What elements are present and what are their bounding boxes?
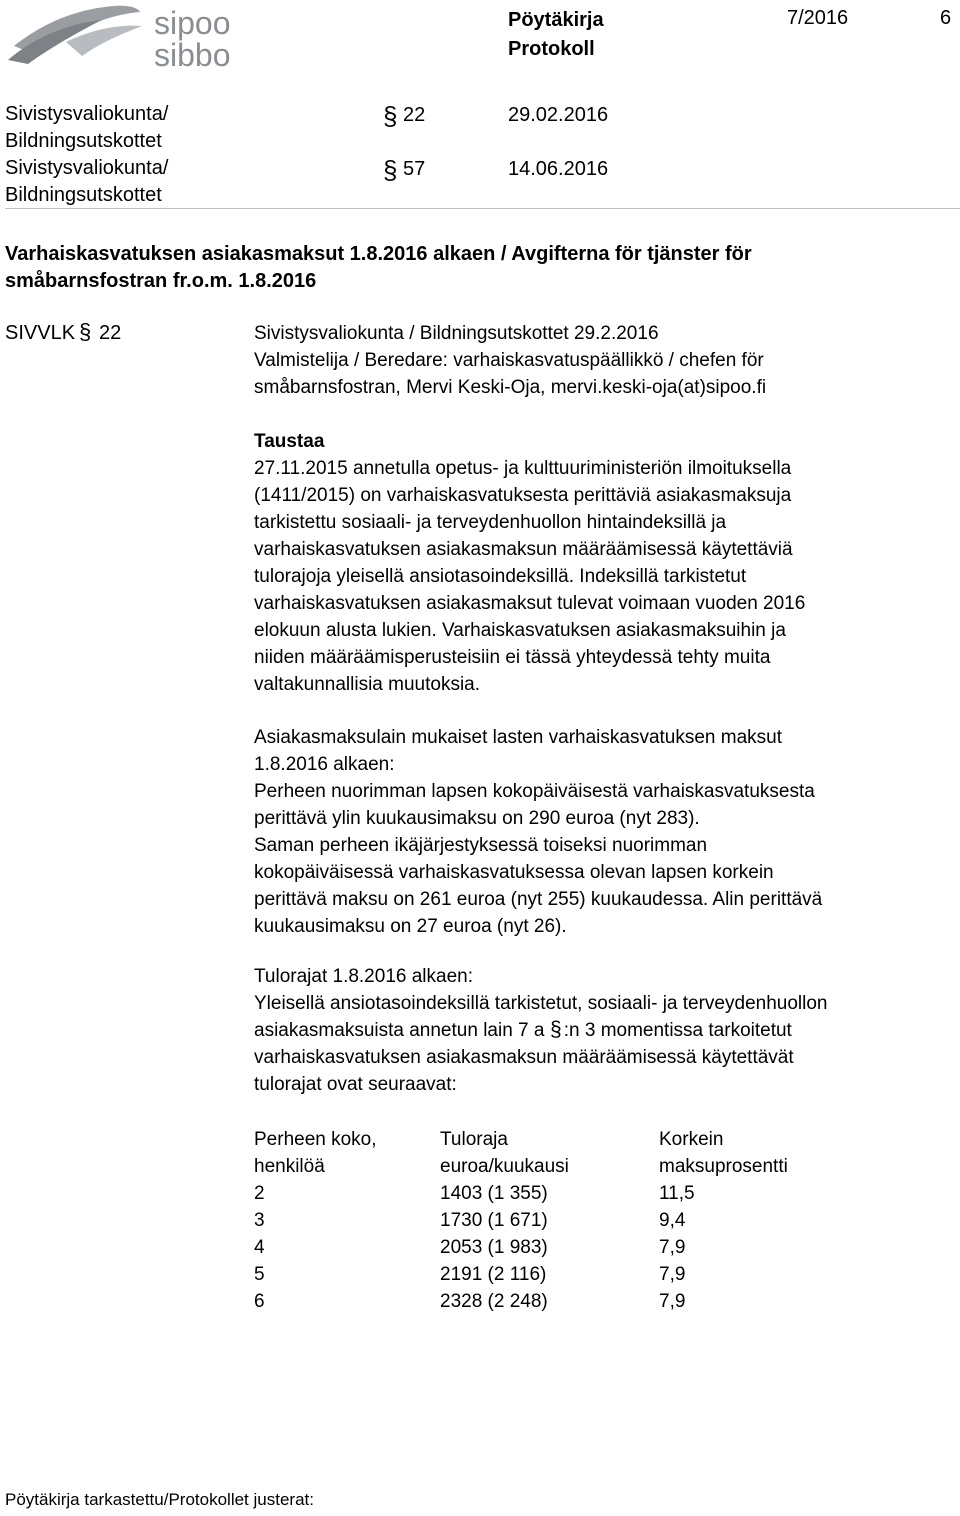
cell-income-limit: 1730 (1 671) [440,1210,548,1231]
table-row [254,1234,859,1261]
column-header-family-size [254,1126,440,1180]
header-line: maksuprosentti [659,1156,788,1177]
section-sign-icon [383,101,397,131]
svg-text:§: § [383,101,397,131]
paragraph-line: Saman perheen ikäjärjestyksessä toiseksi nuorimman [254,835,708,856]
background-paragraph-1 [254,455,954,698]
case-subject-line-1: Varhaiskasvatuksen asiakasmaksut 1.8.2016 alkaen / Avgifterna för tjänster för [5,243,752,265]
paragraph-line-part: :n 3 momentissa tarkoitetut [563,1020,792,1041]
header-line: henkilöä [254,1156,325,1177]
column-header-max-percent [659,1126,859,1180]
cell-max-percent: 11,5 [659,1183,695,1204]
paragraph-line: perittävä maksu on 261 euroa (nyt 255) kuukaudessa. Alin perittävä [254,889,823,910]
header-line: Korkein [659,1129,724,1150]
table-row [254,1288,859,1315]
cell-max-percent: 7,9 [659,1237,686,1258]
cell-income-limit: 2328 (2 248) [440,1291,548,1312]
header-line: Tuloraja [440,1129,508,1150]
case-reference [5,320,121,347]
table-row [254,1180,859,1207]
background-paragraph-3 [254,963,954,1098]
cell-family-size: 3 [254,1210,265,1231]
header-divider [5,208,960,209]
case-meta [254,320,766,401]
paragraph-line: Perheen nuorimman lapsen kokopäiväisestä varhaiskasvatuksesta [254,781,815,802]
paragraph-line: kuukausimaksu on 27 euroa (nyt 26). [254,916,567,937]
treatment-row-1-body-sv: Bildningsutskottet [5,130,162,152]
column-header-income-limit [440,1126,659,1180]
table-row [254,1207,859,1234]
case-subject [5,241,752,295]
svg-text:§: § [383,155,397,185]
page-number: 6 [940,7,952,29]
paragraph-line: kokopäiväisessä varhaiskasvatuksessa olevan lapsen korkein [254,862,774,883]
paragraph-line: 1.8.2016 alkaen: [254,754,395,775]
paragraph-line: varhaiskasvatuksen asiakasmaksut tulevat voimaan vuoden 2016 [254,593,806,614]
treatment-row-1-body-fi: Sivistysvaliokunta/ [5,103,169,125]
paragraph-line: (1411/2015) on varhaiskasvatuksesta perittäviä asiakasmaksuja [254,485,792,506]
paragraph-line-part: asiakasmaksuista annetun lain 7 a [254,1020,550,1041]
background-heading: Taustaa [254,431,325,452]
document-type-fi: Pöytäkirja [508,9,604,31]
treatment-row-2-date: 14.06.2016 [508,158,609,180]
cell-income-limit: 1403 (1 355) [440,1183,548,1204]
cell-family-size: 2 [254,1183,265,1204]
header-line: Perheen koko, [254,1129,377,1150]
logo-text-sipoo: sipoo [154,5,231,41]
treatment-row-2-body-sv: Bildningsutskottet [5,184,162,206]
paragraph-line: Asiakasmaksulain mukaiset lasten varhaiskasvatuksen maksut [254,727,783,748]
logo-emblem [8,6,142,64]
paragraph-line: varhaiskasvatuksen asiakasmaksun määräämisessä käytettäviä [254,539,793,560]
svg-text:§: § [79,320,92,344]
cell-max-percent: 7,9 [659,1291,686,1312]
case-preparer-line-1: Valmistelija / Beredare: varhaiskasvatuspäällikkö / chefen för [254,350,764,371]
case-number: 22 [99,322,122,344]
income-limits-heading: Tulorajat 1.8.2016 alkaen: [254,966,474,987]
document-type-sv: Protokoll [508,38,595,60]
table-row [254,1261,859,1288]
treatment-row-1-body [5,101,168,155]
paragraph-line: tarkistettu sosiaali- ja terveydenhuollon hintaindeksillä ja [254,512,727,533]
cell-family-size: 5 [254,1264,265,1285]
cell-family-size: 6 [254,1291,265,1312]
paragraph-line: tulorajat ovat seuraavat: [254,1074,457,1095]
paragraph-line: 27.11.2015 annetulla opetus- ja kulttuuriministeriön ilmoituksella [254,458,792,479]
svg-text:§: § [549,1018,562,1041]
table-header-row [254,1126,859,1180]
paragraph-line: perittävä ylin kuukausimaksu on 290 euroa (nyt 283). [254,808,700,829]
income-limits-table [254,1126,859,1315]
paragraph-line: varhaiskasvatuksen asiakasmaksun määräämisessä käytettävät [254,1047,794,1068]
treatment-row-2-body-fi: Sivistysvaliokunta/ [5,157,169,179]
paragraph-line: Yleisellä ansiotasoindeksillä tarkistetut, sosiaali- ja terveydenhuollon [254,993,828,1014]
minutes-verified-footer: Pöytäkirja tarkastettu/Protokollet justerat: [5,1490,314,1509]
section-sign-icon [383,155,397,185]
paragraph-line: valtakunnallisia muutoksia. [254,674,481,695]
cell-max-percent: 9,4 [659,1210,686,1231]
treatment-row-2-number: 57 [403,158,426,180]
case-code: SIVVLK [5,322,76,344]
case-subject-line-2: småbarnsfostran fr.o.m. 1.8.2016 [5,270,317,292]
paragraph-line [254,1017,954,1044]
cell-max-percent: 7,9 [659,1264,686,1285]
paragraph-line: niiden määräämisperusteisiin ei tässä yhteydessä tehty muita [254,647,771,668]
cell-income-limit: 2191 (2 116) [440,1264,547,1285]
document-number: 7/2016 [787,7,849,29]
document-type [508,6,604,64]
treatment-row-2-body [5,155,168,209]
treatment-row-1-date: 29.02.2016 [508,104,609,126]
case-body-date: Sivistysvaliokunta / Bildningsutskottet 29.2.2016 [254,323,659,344]
paragraph-line: elokuun alusta lukien. Varhaiskasvatuksen asiakasmaksuihin ja [254,620,786,641]
paragraph-line: tulorajoja yleisellä ansiotasoindeksillä. Indeksillä tarkistetut [254,566,747,587]
background-paragraph-2 [254,724,954,940]
sipoo-sibbo-logo [6,2,256,70]
cell-family-size: 4 [254,1237,265,1258]
logo-text-sibbo: sibbo [154,37,231,70]
section-sign-icon [550,1017,564,1041]
section-sign-icon [79,320,93,344]
cell-income-limit: 2053 (1 983) [440,1237,548,1258]
header-line: euroa/kuukausi [440,1156,569,1177]
treatment-row-1-number: 22 [403,104,426,126]
case-preparer-line-2: småbarnsfostran, Mervi Keski-Oja, mervi.keski-oja(at)sipoo.fi [254,377,767,398]
